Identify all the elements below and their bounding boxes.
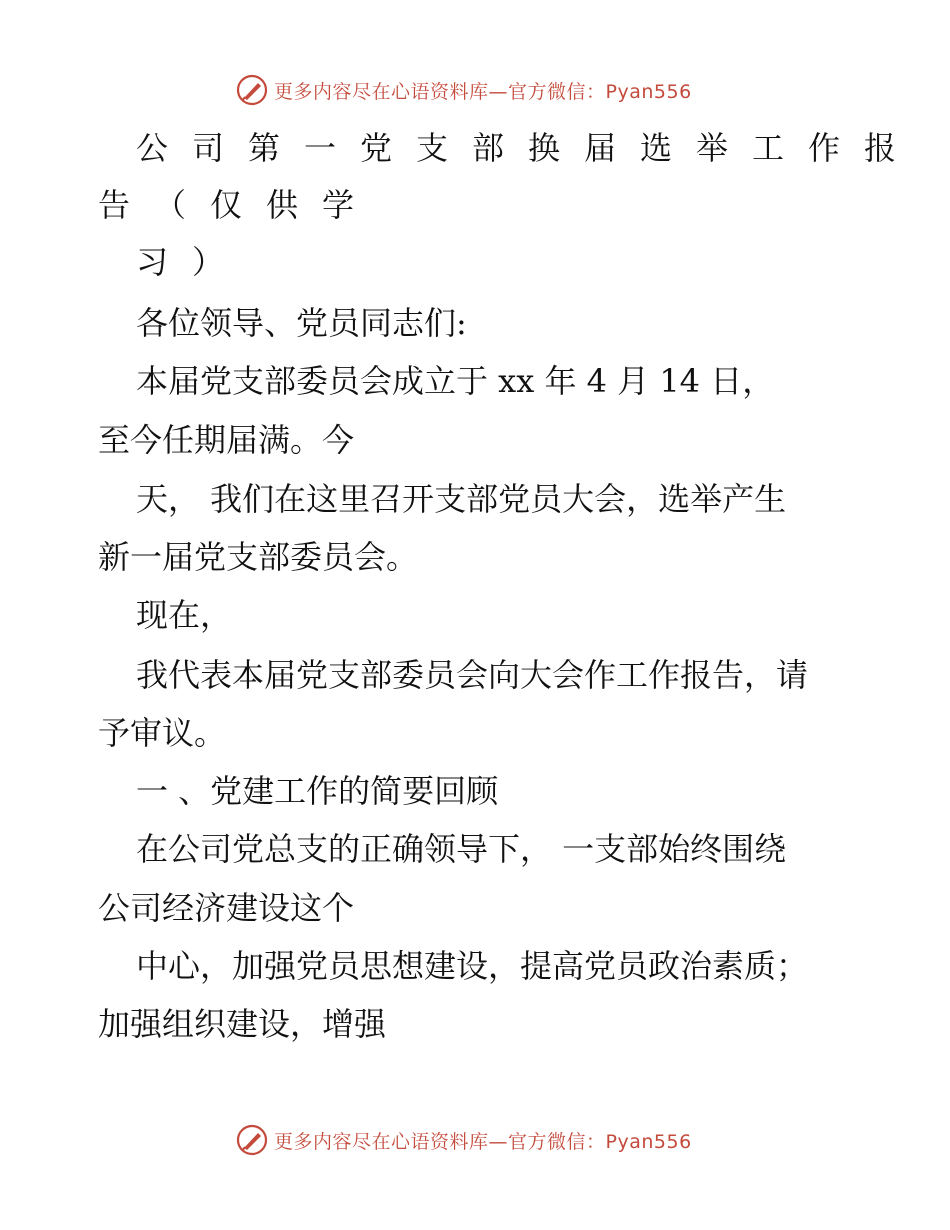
paragraph-line: 现在， bbox=[136, 596, 233, 634]
paragraph-line: 予审议。 bbox=[98, 714, 227, 752]
salutation: 各位领导、党员同志们: bbox=[136, 304, 467, 342]
banner-text: 更多内容尽在心语资料库—官方微信：Pyan556 bbox=[274, 80, 692, 103]
doc-title-line-2: 告（仅供学 bbox=[98, 186, 379, 224]
doc-title-line-3: 习） bbox=[136, 243, 249, 281]
banner-text: 更多内容尽在心语资料库—官方微信：Pyan556 bbox=[274, 1130, 692, 1153]
paragraph-line: 新一届党支部委员会。 bbox=[98, 538, 419, 576]
paragraph-line: 天， 我们在这里召开支部党员大会，选举产生 bbox=[136, 480, 787, 518]
footer-watermark-banner bbox=[236, 1123, 692, 1157]
header-watermark-banner bbox=[236, 73, 692, 107]
doc-title-line-1: 公司第一党支部换届选举工作报 bbox=[136, 129, 921, 167]
quill-logo-icon bbox=[236, 1124, 268, 1156]
section-heading: 一 、党建工作的简要回顾 bbox=[136, 772, 499, 810]
paragraph-line: 在公司党总支的正确领导下， 一支部始终围绕 bbox=[136, 830, 787, 868]
paragraph-line: 公司经济建设这个 bbox=[98, 889, 355, 927]
paragraph-line: 加强组织建设，增强 bbox=[98, 1005, 387, 1043]
quill-logo-icon bbox=[236, 74, 268, 106]
paragraph-line: 至今任期届满。今 bbox=[98, 421, 355, 459]
paragraph-line: 我代表本届党支部委员会向大会作工作报告，请 bbox=[136, 656, 809, 694]
paragraph-line: 本届党支部委员会成立于 xx 年 4 月 14 日， bbox=[136, 362, 775, 400]
paragraph-line: 中心，加强党员思想建设，提高党员政治素质； bbox=[136, 947, 809, 985]
